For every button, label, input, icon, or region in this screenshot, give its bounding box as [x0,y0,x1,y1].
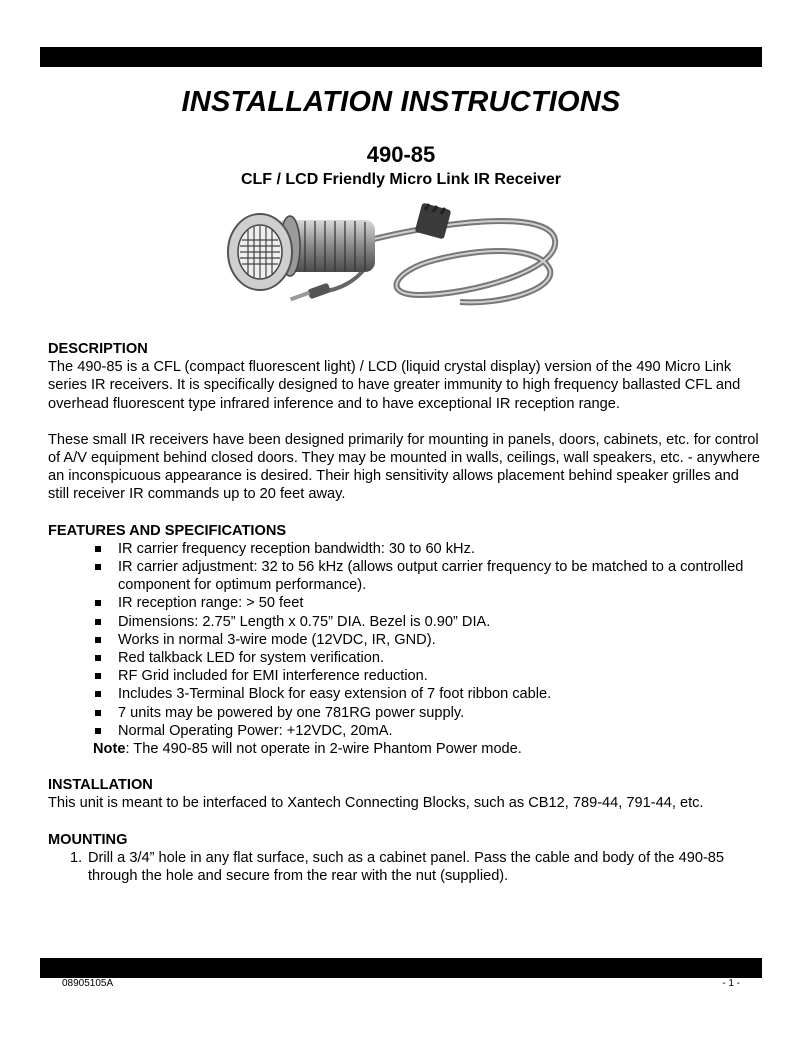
note-text: : The 490-85 will not operate in 2-wire Phantom Power mode. [125,741,522,758]
installation-heading: INSTALLATION [48,777,153,794]
feature-item: IR carrier frequency reception bandwidth: 30 to 60 kHz. [93,540,760,558]
feature-item: IR carrier adjustment: 32 to 56 kHz (allows output carrier frequency to be matched to a controlled component for optimum performance). [93,558,760,594]
product-subtitle: CLF / LCD Friendly Micro Link IR Receiver [240,171,562,188]
phantom-power-note [48,740,760,758]
features-list [48,540,760,740]
feature-item: Includes 3-Terminal Block for easy extension of 7 foot ribbon cable. [93,685,760,703]
feature-item: RF Grid included for EMI interference reduction. [93,667,760,685]
feature-item: Normal Operating Power: +12VDC, 20mA. [93,722,760,740]
document-body [48,340,760,885]
mounting-steps [48,849,760,885]
description-paragraph-1: The 490-85 is a CFL (compact fluorescent light) / LCD (liquid crystal display) version of the 490 Micro Link series IR receivers. It is specifically designed to have greater immunity to high frequency ballasted CFL and overhead fluorescent type infrared inference and to have exceptional IR reception range. [48,359,741,412]
step-number: 1. [70,849,83,866]
feature-item: 7 units may be powered by one 781RG power supply. [93,704,760,722]
header-bar [40,47,762,67]
mounting-heading: MOUNTING [48,831,128,848]
feature-item: Works in normal 3-wire mode (12VDC, IR, GND). [93,631,760,649]
step-text: Drill a 3/4” hole in any flat surface, such as a cabinet panel. Pass the cable and body of the 490-85 through the hole and secure from the rear with the nut (supplied). [88,849,725,885]
features-heading: FEATURES AND SPECIFICATIONS [48,522,287,539]
feature-item: Dimensions: 2.75” Length x 0.75” DIA. Bezel is 0.90” DIA. [93,613,760,631]
footer-bar [40,958,762,978]
ir-receiver-photo [220,200,580,325]
page-number: - 1 - [722,978,740,989]
note-label: Note [93,741,126,758]
model-number: 490-85 [366,142,436,167]
page-title: INSTALLATION INSTRUCTIONS [181,86,621,118]
feature-item: IR reception range: > 50 feet [93,594,760,612]
installation-text: This unit is meant to be interfaced to Xantech Connecting Blocks, such as CB12, 789-44, 791-44, etc. [48,795,704,812]
description-paragraph-2: These small IR receivers have been designed primarily for mounting in panels, doors, cabinets, etc. for control of A/V equipment behind closed doors. They may be mounted in walls, ceilings, wall speakers, etc. - anywhere an inconspicuous appearance is desired. Their high sensitivity allows placement behind speaker grilles and still receiver IR commands up to 20 feet away. [48,431,760,503]
description-heading: DESCRIPTION [48,341,148,357]
mounting-step [70,849,760,885]
document-code: 08905105A [62,978,114,989]
feature-item: Red talkback LED for system verification. [93,649,760,667]
